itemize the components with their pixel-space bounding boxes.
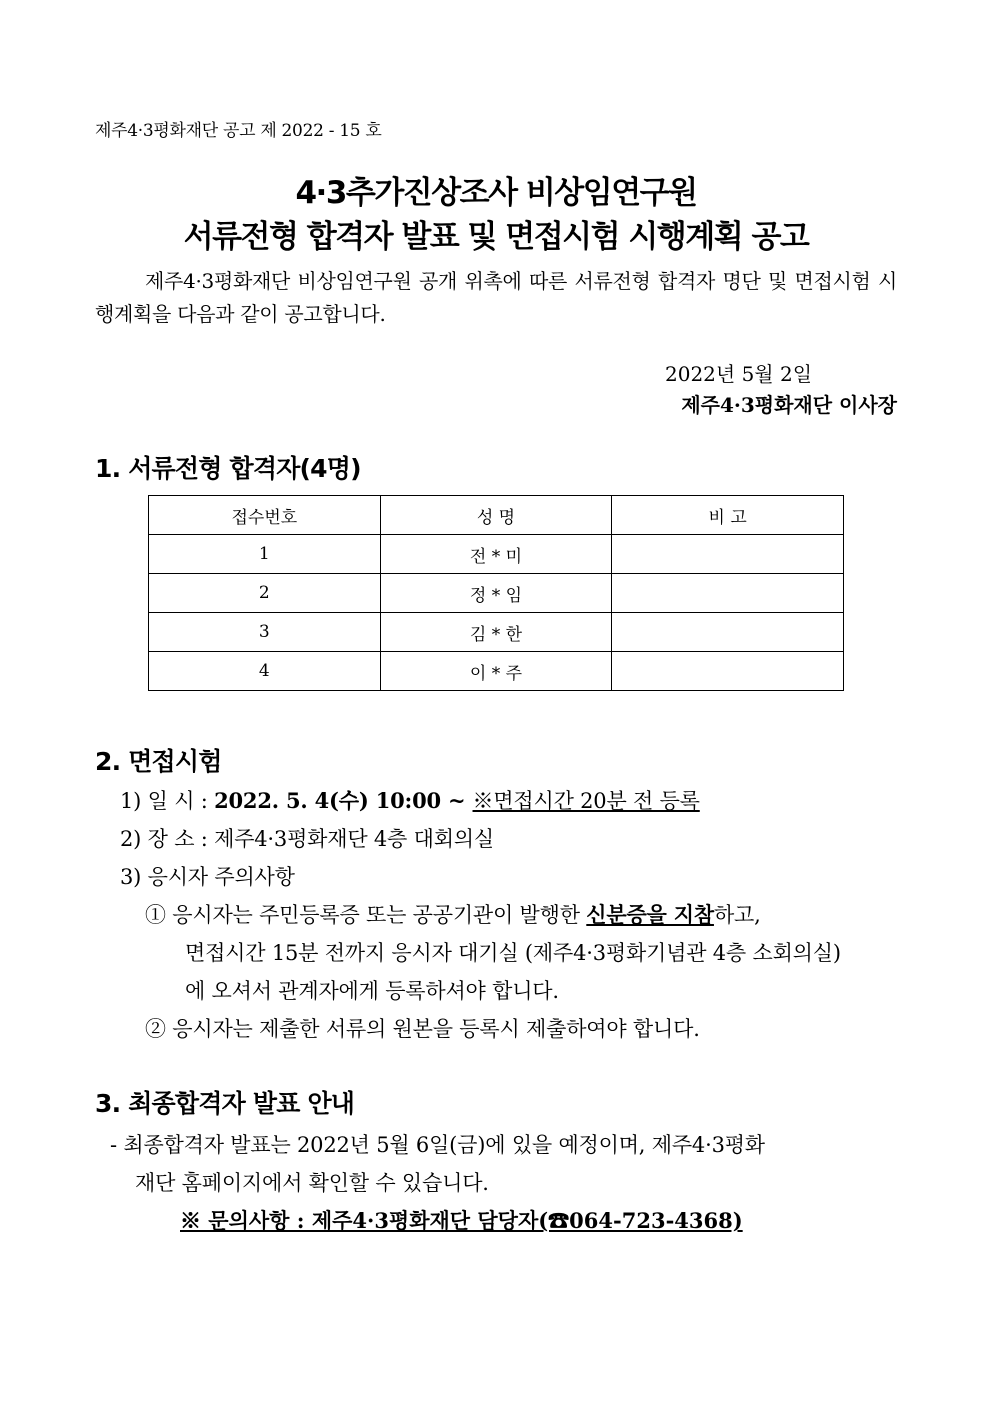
passers-table	[148, 495, 844, 691]
header-receipt-number: 접수번호	[149, 496, 381, 535]
cell-number: 1	[149, 535, 381, 574]
caution-1-line-3: 에 오셔서 관계자에게 등록하셔야 합니다.	[185, 979, 559, 1003]
section-3-heading: 3. 최종합격자 발표 안내	[95, 1089, 355, 1118]
cell-name: 김 * 한	[380, 613, 612, 652]
intro-paragraph: 제주4·3평화재단 비상임연구원 공개 위촉에 따른 서류전형 합격자 명단 및 면접시험 시행계획을 다음과 같이 공고합니다.	[95, 269, 897, 326]
notice-issuer: 제주4·3평화재단 이사장	[681, 393, 897, 417]
caution-1-line-2: 면접시간 15분 전까지 응시자 대기실 (제주4·3평화기념관 4층 소회의실)	[185, 941, 841, 965]
table-row	[149, 652, 844, 691]
table-row	[149, 613, 844, 652]
header-note: 비 고	[612, 496, 844, 535]
caution-1-emphasis: 신분증을 지참	[586, 902, 714, 927]
cell-number: 3	[149, 613, 381, 652]
applicant-cautions-heading: 3) 응시자 주의사항	[120, 865, 295, 889]
cell-note	[612, 652, 844, 691]
registration-note: ※면접시간 20분 전 등록	[472, 789, 700, 813]
cell-name: 정 * 임	[380, 574, 612, 613]
cell-note	[612, 574, 844, 613]
caution-1-line-1	[145, 899, 761, 929]
section-2-heading: 2. 면접시험	[95, 747, 222, 776]
caution-1-suffix: 하고,	[713, 903, 761, 927]
interview-datetime	[120, 785, 700, 815]
table-header-row	[149, 496, 844, 535]
cell-number: 2	[149, 574, 381, 613]
cell-note	[612, 535, 844, 574]
cell-name: 이 * 주	[380, 652, 612, 691]
title-line-1: 4·3추가진상조사 비상임연구원	[295, 175, 697, 211]
final-announcement-line-1: - 최종합격자 발표는 2022년 5월 6일(금)에 있을 예정이며, 제주4·3평화	[110, 1133, 765, 1157]
title-line-2: 서류전형 합격자 발표 및 면접시험 시행계획 공고	[183, 219, 809, 255]
cell-number: 4	[149, 652, 381, 691]
cell-name: 전 * 미	[380, 535, 612, 574]
datetime-value: 2022. 5. 4(수) 10:00 ~	[214, 788, 473, 813]
header-name: 성 명	[380, 496, 612, 535]
table-row	[149, 535, 844, 574]
table-row	[149, 574, 844, 613]
section-1-heading: 1. 서류전형 합격자(4명)	[95, 454, 361, 483]
document-number: 제주4·3평화재단 공고 제 2022 - 15 호	[95, 121, 382, 141]
contact-info: ※ 문의사항 : 제주4·3평화재단 담당자(☎064-723-4368)	[180, 1208, 743, 1233]
datetime-label: 1) 일 시 :	[120, 789, 215, 813]
caution-1-prefix: ① 응시자는 주민등록증 또는 공공기관이 발행한	[145, 903, 587, 927]
notice-date: 2022년 5월 2일	[665, 362, 813, 386]
cell-note	[612, 613, 844, 652]
caution-2: ② 응시자는 제출한 서류의 원본을 등록시 제출하여야 합니다.	[145, 1017, 700, 1041]
final-announcement-line-2: 재단 홈페이지에서 확인할 수 있습니다.	[135, 1171, 489, 1195]
interview-location: 2) 장 소 : 제주4·3평화재단 4층 대회의실	[120, 827, 494, 851]
